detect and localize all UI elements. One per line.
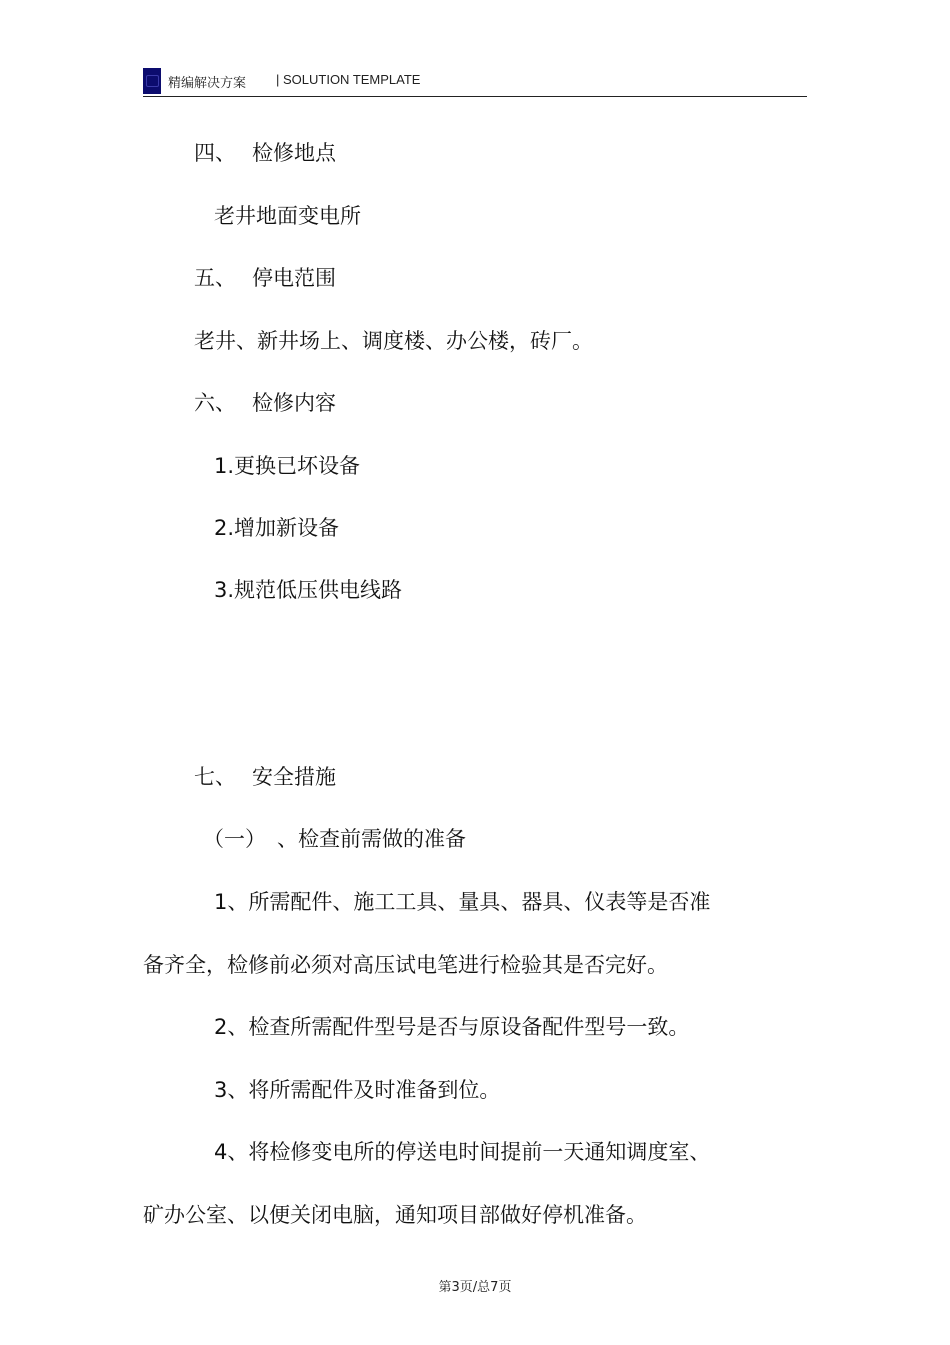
section-title: 检修地点 [252,141,336,165]
paragraph-2: 2、检查所需配件型号是否与原设备配件型号一致。 [214,1015,690,1039]
section-number: 六、 [194,391,236,415]
list-item: 2.增加新设备 [214,516,340,540]
subsection-number: （一） [203,827,266,851]
section-title: 停电范围 [252,266,336,290]
paragraph-1-line-2: 备齐全，检修前必须对高压试电笔进行检验其是否完好。 [143,953,668,977]
section-4-body: 老井地面变电所 [214,204,361,228]
section-number: 七、 [194,765,236,789]
section-6-heading [194,390,336,416]
section-number: 四、 [194,141,236,165]
paragraph-4-line-1: 4、将检修变电所的停送电时间提前一天通知调度室、 [214,1140,711,1164]
paragraph-3: 3、将所需配件及时准备到位。 [214,1078,501,1102]
subsection-title: 、检查前需做的准备 [277,827,466,851]
section-number: 五、 [194,266,236,290]
paragraph-4-line-2: 矿办公室、以便关闭电脑，通知项目部做好停机准备。 [143,1203,647,1227]
list-item: 3.规范低压供电线路 [214,578,403,602]
section-5-heading [194,265,336,291]
list-item: 1.更换已坏设备 [214,454,361,478]
subsection-heading [203,826,466,852]
page-header [143,66,807,97]
logo-icon [143,68,161,94]
section-5-body: 老井、新井场上、调度楼、办公楼，砖厂。 [194,329,593,353]
section-4-heading [194,140,336,166]
section-title: 检修内容 [252,391,336,415]
header-title: 精编解决方案 [168,76,247,91]
page-number: 第3页/总7页 [438,1280,512,1295]
section-title: 安全措施 [252,765,336,789]
section-7-heading [194,764,336,790]
header-subtitle: | SOLUTION TEMPLATE [276,72,421,87]
paragraph-1-line-1: 1、所需配件、施工工具、量具、器具、仪表等是否准 [214,890,711,914]
